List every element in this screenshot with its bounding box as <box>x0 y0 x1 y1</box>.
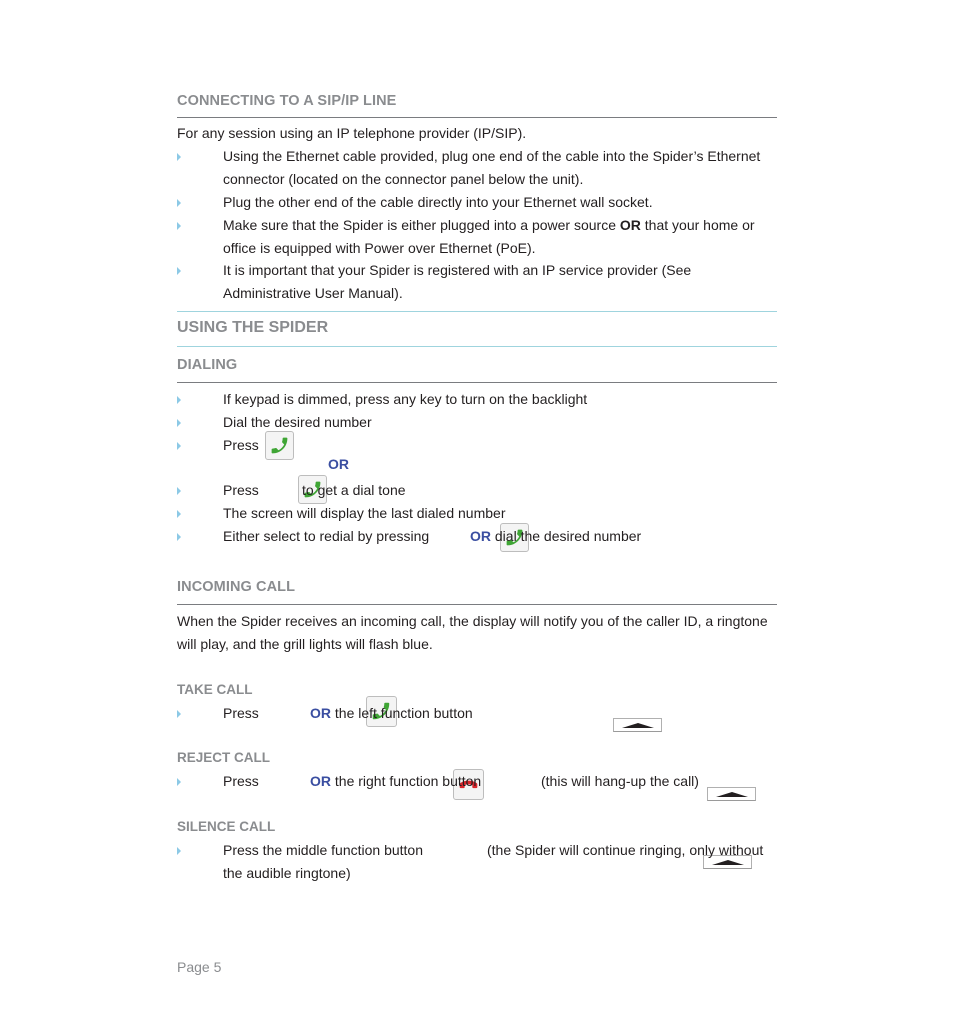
section-title-dialing: DIALING <box>177 357 238 373</box>
subsection-title-reject-call: REJECT CALL <box>177 750 271 765</box>
bullet-arrow-icon <box>177 710 181 718</box>
divider <box>177 382 777 383</box>
bullet-arrow-icon <box>177 847 181 855</box>
bullet-arrow-icon <box>177 533 181 541</box>
bullet-arrow-icon <box>177 778 181 786</box>
phone-answer-icon <box>265 431 294 460</box>
or-label: OR <box>470 528 491 544</box>
list-item-text: Make sure that the Spider is either plugged into a power source OR that your home or <box>223 217 755 233</box>
divider <box>177 117 777 118</box>
divider <box>177 311 777 312</box>
list-item-text: Press <box>223 773 259 789</box>
or-label: OR <box>328 456 349 472</box>
incoming-text: When the Spider receives an incoming call, the display will notify you of the caller ID, a ringtone <box>177 613 768 629</box>
bullet-arrow-icon <box>177 419 181 427</box>
subsection-title-take-call: TAKE CALL <box>177 682 253 697</box>
bullet-arrow-icon <box>177 153 181 161</box>
list-item-text: (this will hang-up the call) <box>541 773 699 789</box>
section-title-using: USING THE SPIDER <box>177 319 329 336</box>
subsection-title-silence-call: SILENCE CALL <box>177 819 276 834</box>
bullet-arrow-icon <box>177 222 181 230</box>
list-item-text: office is equipped with Power over Ethernet (PoE). <box>223 240 536 256</box>
bullet-arrow-icon <box>177 199 181 207</box>
list-item-text: The screen will display the last dialed number <box>223 505 506 521</box>
list-item-text: Press <box>223 437 259 453</box>
bullet-arrow-icon <box>177 510 181 518</box>
list-item-text: OR the left function button <box>310 705 473 721</box>
list-item-text: Dial the desired number <box>223 414 372 430</box>
list-item-text: Using the Ethernet cable provided, plug one end of the cable into the Spider’s Ethernet <box>223 148 761 164</box>
list-item-text: If keypad is dimmed, press any key to turn on the backlight <box>223 391 588 407</box>
section-title-connecting: CONNECTING TO A SIP/IP LINE <box>177 93 397 109</box>
list-item-text: Press <box>223 482 259 498</box>
list-item-text: Plug the other end of the cable directly into your Ethernet wall socket. <box>223 194 653 210</box>
or-label: OR <box>619 217 641 233</box>
bullet-arrow-icon <box>177 487 181 495</box>
bullet-arrow-icon <box>177 396 181 404</box>
list-item-text: connector (located on the connector panel below the unit). <box>223 171 584 187</box>
list-item-text: OR dial the desired number <box>470 528 642 544</box>
list-item-text: Administrative User Manual). <box>223 285 403 301</box>
list-item-text: to get a dial tone <box>302 482 406 498</box>
list-item-text: (the Spider will continue ringing, only without <box>487 842 764 858</box>
list-item-text: OR the right function button <box>310 773 482 789</box>
or-label: OR <box>310 705 331 721</box>
function-button-icon <box>707 787 756 801</box>
page-number: Page 5 <box>177 959 222 975</box>
connecting-intro: For any session using an IP telephone provider (IP/SIP). <box>177 125 527 141</box>
bullet-arrow-icon <box>177 442 181 450</box>
list-item-text: It is important that your Spider is registered with an IP service provider (See <box>223 262 692 278</box>
list-item-text: Press the middle function button <box>223 842 424 858</box>
list-item-text: Press <box>223 705 259 721</box>
divider <box>177 346 777 347</box>
manual-page <box>177 0 777 881</box>
divider <box>177 604 777 605</box>
or-label: OR <box>310 773 331 789</box>
section-title-incoming: INCOMING CALL <box>177 579 296 595</box>
function-button-icon <box>613 718 662 732</box>
list-item-text: the audible ringtone) <box>223 865 351 881</box>
list-item-text: Either select to redial by pressing <box>223 528 430 544</box>
incoming-text: will play, and the grill lights will flash blue. <box>177 636 433 652</box>
bullet-arrow-icon <box>177 267 181 275</box>
